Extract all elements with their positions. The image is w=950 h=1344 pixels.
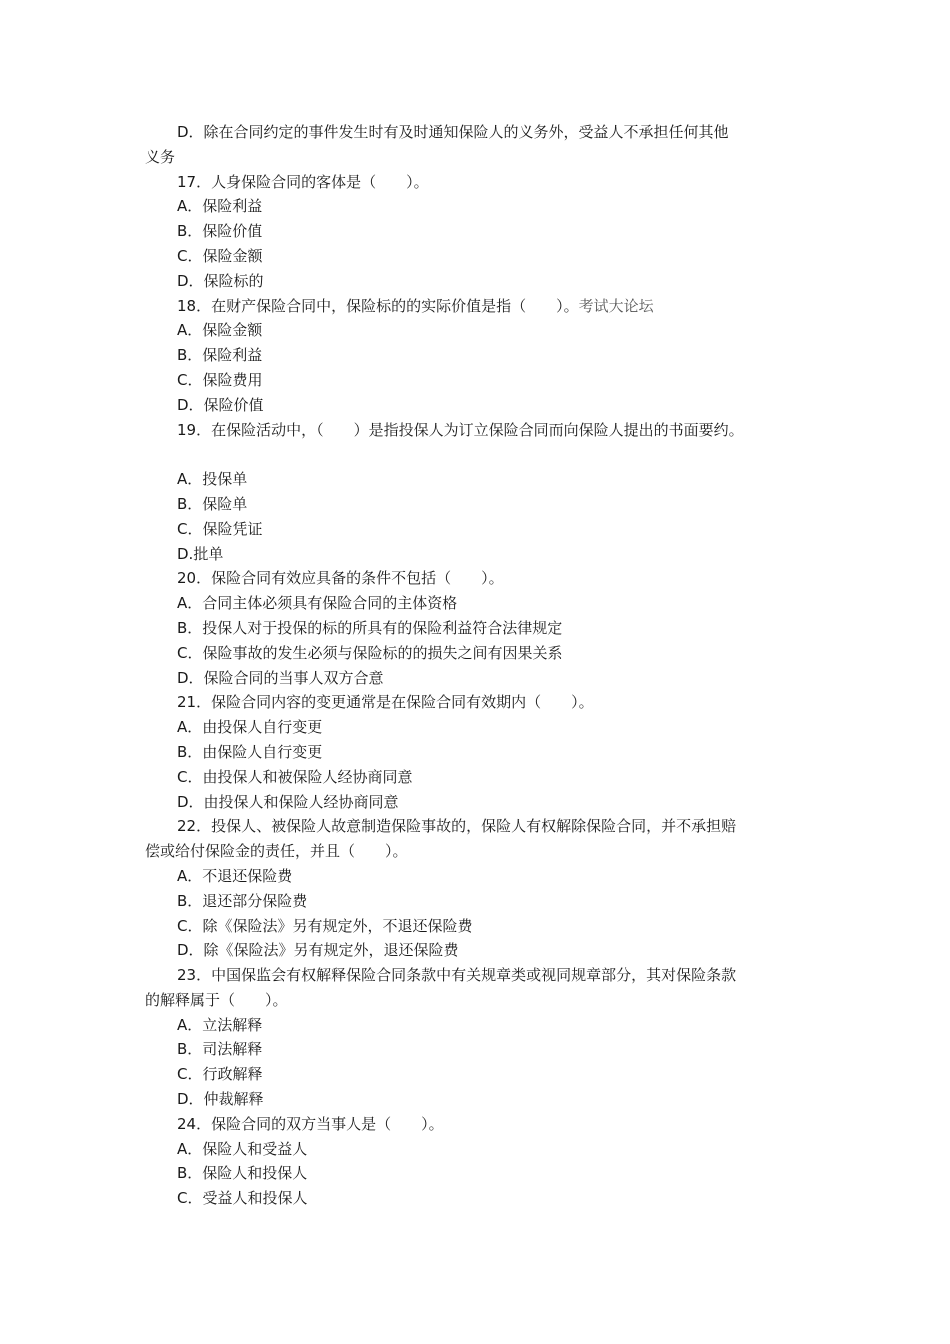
text-line [0, 244, 950, 269]
line-text: A．不退还保险费 [177, 866, 293, 885]
line-text: 偿或给付保险金的责任，并且（ ）。 [145, 842, 408, 861]
line-text: A．保险金额 [177, 321, 263, 340]
line-text: C．保险事故的发生必须与保险标的的损失之间有因果关系 [177, 643, 563, 662]
line-text: B．退还部分保险费 [177, 891, 308, 910]
line-text: A．立法解释 [177, 1015, 263, 1034]
text-line [0, 343, 950, 368]
text-line [0, 938, 950, 963]
line-text: A．投保单 [177, 470, 248, 489]
text-line [0, 145, 950, 170]
line-text: 19．在保险活动中，（ ）是指投保人为订立保险合同而向保险人提出的书面要约。 [177, 420, 744, 439]
line-text: C．保险金额 [177, 246, 263, 265]
line-text: D．除在合同约定的事件发生时有及时通知保险人的义务外，受益人不承担任何其他 [177, 123, 729, 141]
text-line [0, 839, 950, 864]
line-text: D．保险价值 [177, 395, 264, 414]
text-line [0, 517, 950, 542]
line-text: C．保险凭证 [177, 519, 263, 538]
line-text: 21．保险合同内容的变更通常是在保险合同有效期内（ ）。 [177, 693, 594, 712]
watermark-note: 考试大论坛 [578, 296, 654, 315]
text-line [0, 1112, 950, 1137]
text-line [0, 467, 950, 492]
text-line [0, 963, 950, 988]
document-page [0, 120, 950, 1211]
text-line [0, 1062, 950, 1087]
line-text: 18．在财产保险合同中，保险标的的实际价值是指（ ）。 [177, 296, 579, 315]
text-line [0, 790, 950, 815]
line-text: B．由保险人自行变更 [177, 742, 323, 761]
line-text: C．受益人和投保人 [177, 1189, 308, 1208]
line-text: C．行政解释 [177, 1065, 263, 1084]
text-line [0, 666, 950, 691]
text-line [0, 616, 950, 641]
text-line [0, 194, 950, 219]
text-line [0, 889, 950, 914]
line-text: A．保险人和受益人 [177, 1139, 308, 1158]
text-line [0, 170, 950, 195]
text-line [0, 219, 950, 244]
line-text: B．保险利益 [177, 346, 263, 365]
text-line [0, 740, 950, 765]
text-line [0, 542, 950, 567]
text-line [0, 765, 950, 790]
line-text: D．保险标的 [177, 271, 264, 290]
text-line [0, 120, 950, 145]
line-text: A．由投保人自行变更 [177, 718, 323, 737]
text-line [0, 1087, 950, 1112]
text-line [0, 1037, 950, 1062]
line-text: B．司法解释 [177, 1040, 263, 1059]
line-text: B．保险人和投保人 [177, 1164, 308, 1183]
text-line [0, 1161, 950, 1186]
text-line [0, 1137, 950, 1162]
text-line [0, 1013, 950, 1038]
text-line [0, 591, 950, 616]
text-line [0, 914, 950, 939]
text-line [0, 864, 950, 889]
line-text: 17．人身保险合同的客体是（ ）。 [177, 172, 429, 191]
line-text: C．除《保险法》另有规定外，不退还保险费 [177, 916, 473, 935]
line-text: B．保险单 [177, 494, 248, 513]
text-line [0, 715, 950, 740]
line-text: D.批单 [177, 544, 224, 563]
text-line [0, 393, 950, 418]
text-line [0, 988, 950, 1013]
text-line [0, 368, 950, 393]
line-text: 22．投保人、被保险人故意制造保险事故的，保险人有权解除保险合同，并不承担赔 [177, 817, 737, 836]
line-text: B．保险价值 [177, 222, 263, 241]
line-text: 的解释属于（ ）。 [145, 990, 288, 1009]
text-line [0, 814, 950, 839]
text-line [0, 418, 950, 443]
text-line [0, 641, 950, 666]
text-line [0, 566, 950, 591]
text-line [0, 492, 950, 517]
text-line [0, 1186, 950, 1211]
line-text: A．合同主体必须具有保险合同的主体资格 [177, 594, 458, 613]
line-text: 义务 [145, 147, 176, 166]
line-text: D．除《保险法》另有规定外，退还保险费 [177, 941, 459, 960]
line-text: 23．中国保监会有权解释保险合同条款中有关规章类或视同规章部分，其对保险条款 [177, 966, 737, 985]
line-text: D．仲裁解释 [177, 1090, 264, 1109]
text-line [0, 690, 950, 715]
line-text: 24．保险合同的双方当事人是（ ）。 [177, 1114, 444, 1133]
line-text: A．保险利益 [177, 197, 263, 216]
line-text: 20．保险合同有效应具备的条件不包括（ ）。 [177, 569, 504, 588]
text-line [0, 269, 950, 294]
line-text: D．由投保人和保险人经协商同意 [177, 792, 399, 811]
blank-line [0, 442, 950, 467]
line-text: B．投保人对于投保的标的所具有的保险利益符合法律规定 [177, 618, 563, 637]
line-text: C．由投保人和被保险人经协商同意 [177, 767, 413, 786]
line-text: C．保险费用 [177, 370, 263, 389]
line-text: D．保险合同的当事人双方合意 [177, 668, 384, 687]
text-line [0, 318, 950, 343]
text-line [0, 294, 950, 319]
